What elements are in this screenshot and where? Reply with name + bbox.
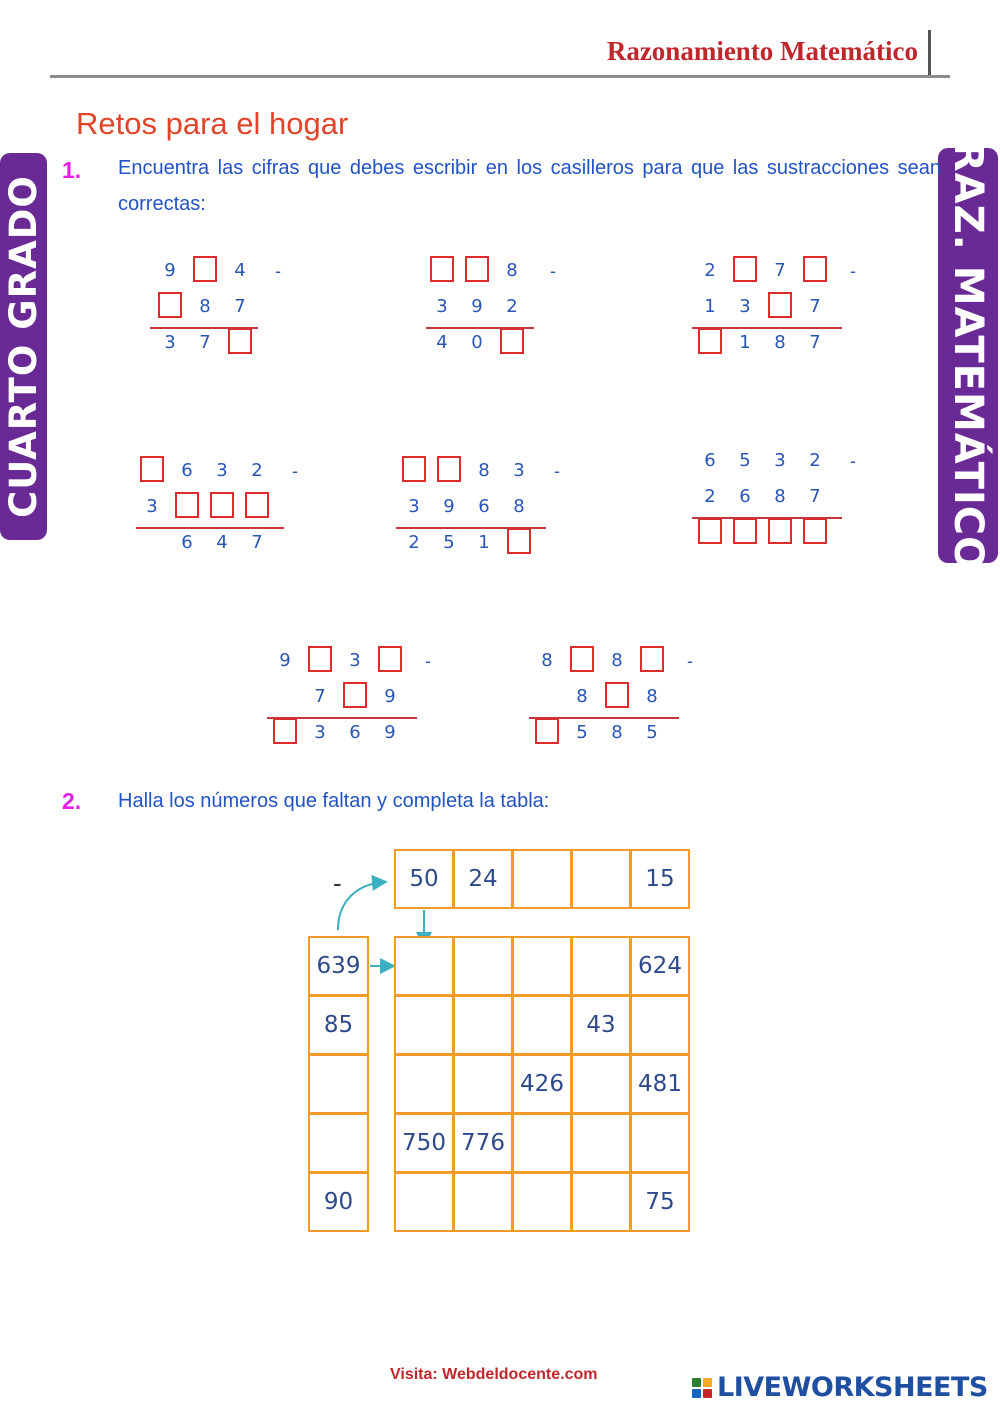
digit: 6 [478,496,490,517]
digit: 8 [646,686,658,707]
question-2-number: 2. [62,788,82,814]
table-blank-cell[interactable] [308,1113,369,1173]
table-row-header-cell: 639 [308,936,369,996]
table-blank-cell[interactable] [394,995,454,1055]
digit: 9 [384,686,396,707]
question-2-text: Halla los números que faltan y completa la tabla: [118,790,550,812]
digit: 3 [513,460,525,481]
minus-sign: - [550,261,556,281]
digit: 3 [164,332,176,353]
table-blank-cell[interactable] [453,936,513,996]
digit: 8 [611,650,623,671]
digit: 5 [739,450,751,471]
table-blank-cell[interactable] [571,936,631,996]
digit: 7 [774,260,786,281]
digit: 8 [774,332,786,353]
digit: 3 [216,460,228,481]
digit: 2 [704,486,716,507]
digit: 6 [739,486,751,507]
digit: 9 [384,722,396,743]
side-tab-right-label: RAZ. MATEMÁTICO [945,140,991,571]
table-cell: 776 [453,1113,513,1173]
digit: 3 [349,650,361,671]
digit: 9 [164,260,176,281]
table-cell: 75 [630,1172,690,1232]
table-blank-cell[interactable] [512,1172,572,1232]
logo-square [692,1378,701,1387]
table-header-cell: 24 [453,849,513,909]
digit: 2 [809,450,821,471]
minus-sign: - [850,261,856,281]
digit: 4 [216,532,228,553]
digit: 7 [314,686,326,707]
table-blank-cell[interactable] [630,995,690,1055]
table-cell: 481 [630,1054,690,1114]
liveworksheets-logo [692,1372,988,1403]
digit: 9 [279,650,291,671]
digit: 4 [234,260,246,281]
table-operator: - [333,868,342,898]
digit: 5 [443,532,455,553]
digit: 9 [443,496,455,517]
table-blank-cell[interactable] [453,1054,513,1114]
side-tab-left-label: CUARTO GRADO [2,175,46,518]
logo-square [703,1389,712,1398]
digit: 7 [809,296,821,317]
digit: 6 [349,722,361,743]
digit: 3 [146,496,158,517]
table-row-header-cell: 90 [308,1172,369,1232]
table-blank-cell[interactable] [394,1054,454,1114]
table-cell: 750 [394,1113,454,1173]
minus-sign: - [850,451,856,471]
header-title: Razonamiento Matemático [606,36,918,66]
digit: 7 [809,486,821,507]
digit: 7 [251,532,263,553]
table-blank-cell[interactable] [308,1054,369,1114]
table-blank-cell[interactable] [394,1172,454,1232]
table-blank-cell[interactable] [512,936,572,996]
question-1-text: Encuentra las cifras que debes escribir en los casilleros para que las sustracciones sean correctas: [118,157,941,215]
table-blank-cell[interactable] [512,995,572,1055]
question-1-number: 1. [62,157,82,183]
digit: 6 [704,450,716,471]
curved-arrow-icon [338,882,384,930]
minus-sign: - [687,651,693,671]
digit: 6 [181,532,193,553]
digit: 1 [739,332,751,353]
logo-text: LIVEWORKSHEETS [717,1372,988,1403]
digit: 1 [478,532,490,553]
digit: 0 [471,332,483,353]
digit: 8 [199,296,211,317]
footer-visit: Visita: Webdeldocente.com [390,1366,598,1383]
table-cell: 43 [571,995,631,1055]
digit: 7 [234,296,246,317]
digit: 8 [774,486,786,507]
minus-sign: - [554,461,560,481]
table-header-cell: 50 [394,849,454,909]
digit: 8 [611,722,623,743]
logo-square [692,1389,701,1398]
digit: 8 [478,460,490,481]
table-blank-cell[interactable] [571,1113,631,1173]
digit: 6 [181,460,193,481]
digit: 8 [541,650,553,671]
table-blank-cell[interactable] [394,936,454,996]
digit: 8 [576,686,588,707]
digit: 3 [408,496,420,517]
digit: 8 [513,496,525,517]
table-cell: 624 [630,936,690,996]
digit: 3 [436,296,448,317]
digit: 7 [809,332,821,353]
digit: 4 [436,332,448,353]
table-blank-cell[interactable] [571,1172,631,1232]
digit: 8 [506,260,518,281]
digit: 5 [576,722,588,743]
table-blank-cell[interactable] [453,995,513,1055]
section-title: Retos para el hogar [76,106,349,141]
table-blank-cell[interactable] [571,1054,631,1114]
digit: 7 [199,332,211,353]
digit: 5 [646,722,658,743]
digit: 9 [471,296,483,317]
digit: 2 [704,260,716,281]
minus-sign: - [275,261,281,281]
minus-sign: - [292,461,298,481]
logo-square [703,1378,712,1387]
digit: 3 [774,450,786,471]
table-blank-cell[interactable] [571,849,631,909]
digit: 2 [408,532,420,553]
table-blank-cell[interactable] [630,1113,690,1173]
table-blank-cell[interactable] [512,849,572,909]
digit: 3 [739,296,751,317]
minus-sign: - [425,651,431,671]
digit: 3 [314,722,326,743]
digit: 2 [251,460,263,481]
table-blank-cell[interactable] [453,1172,513,1232]
table-header-cell: 15 [630,849,690,909]
table-blank-cell[interactable] [512,1113,572,1173]
digit: 1 [704,296,716,317]
table-row-header-cell: 85 [308,995,369,1055]
logo-mark-icon [692,1378,712,1398]
table-cell: 426 [512,1054,572,1114]
digit: 2 [506,296,518,317]
